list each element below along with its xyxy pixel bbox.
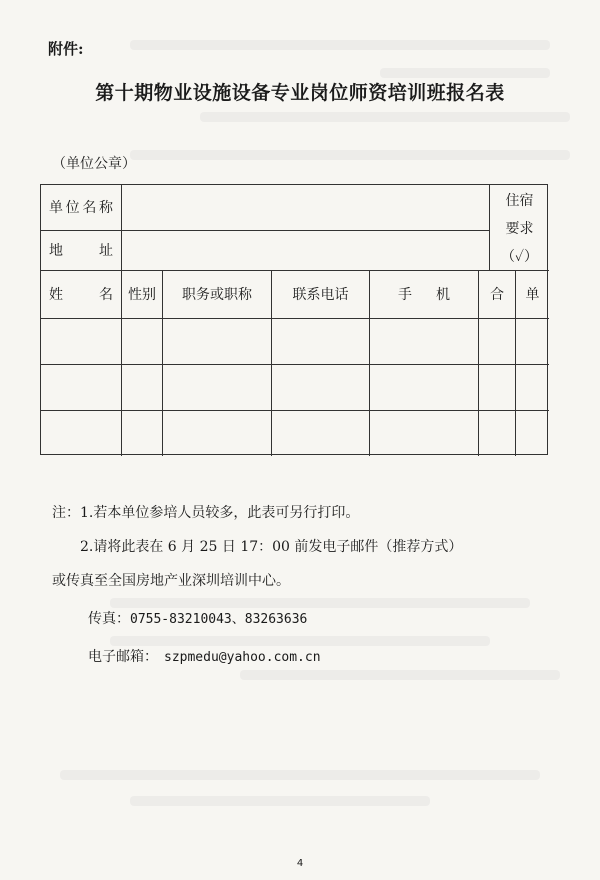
attachment-label: 附件:	[48, 40, 84, 58]
unit-name-field[interactable]	[122, 186, 488, 229]
lodging-requirement-label: 住宿 要求 （✓）	[500, 192, 539, 265]
address-field[interactable]	[122, 231, 488, 269]
address-label: 地 址	[49, 242, 113, 259]
table-row[interactable]	[41, 319, 549, 364]
unit-name-label: 单 位 名 称	[49, 199, 113, 216]
column-header-phone: 联系电话	[292, 286, 349, 303]
column-header-shared-room: 合	[490, 286, 504, 303]
email-line	[88, 650, 321, 664]
note-1: 注：1.若本单位参培人员较多，此表可另行打印。	[52, 505, 360, 521]
page-number: 4	[296, 858, 304, 869]
column-header-mobile: 手 机	[398, 286, 450, 303]
unit-seal-label: （单位公章）	[52, 156, 136, 172]
fax-line	[88, 612, 307, 626]
column-header-single-room: 单	[525, 286, 540, 303]
fax-label: 传真：	[88, 611, 130, 627]
page-title: 第十期物业设施设备专业岗位师资培训班报名表	[95, 82, 505, 104]
note-2-continued: 或传真至全国房地产业深圳培训中心。	[52, 573, 290, 589]
note-2: 2.请将此表在 6 月 25 日 17：00 前发电子邮件（推荐方式）	[80, 539, 463, 555]
email-value: szpmedu@yahoo.com.cn	[164, 650, 321, 665]
table-row[interactable]	[41, 411, 549, 455]
column-header-gender: 性别	[128, 286, 156, 303]
registration-form-table	[40, 184, 548, 455]
column-header-name: 姓 名	[49, 286, 113, 303]
email-label: 电子邮箱：	[88, 649, 158, 665]
table-row[interactable]	[41, 365, 549, 410]
fax-value: 0755-83210043、83263636	[130, 612, 308, 627]
column-header-title: 职务或职称	[182, 286, 252, 303]
